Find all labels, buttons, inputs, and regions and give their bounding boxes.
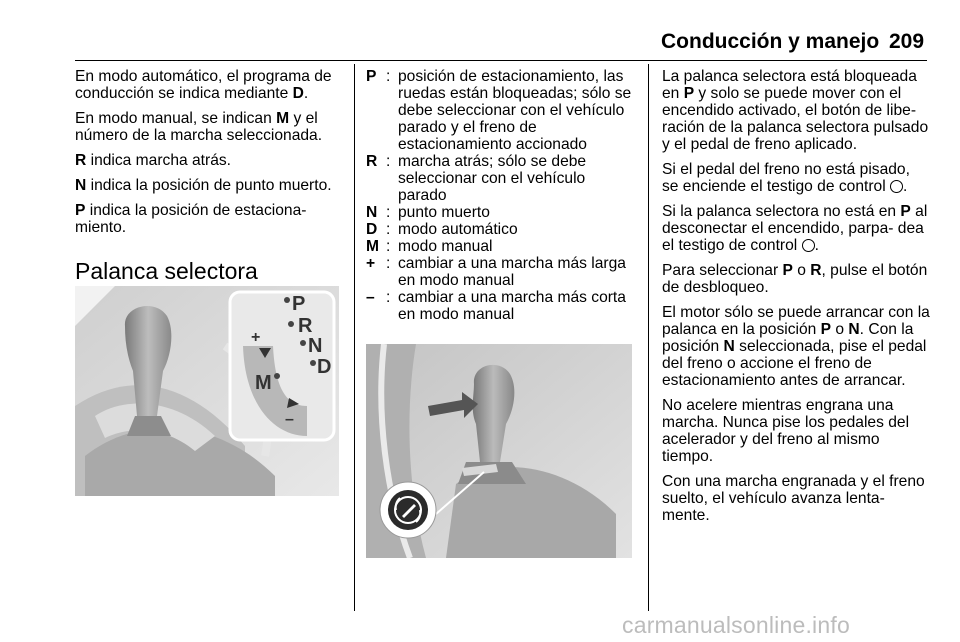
- text-run: .: [814, 237, 819, 254]
- paragraph: [75, 68, 347, 102]
- bold-term: D: [292, 85, 304, 102]
- selector-lever-illustration: [75, 286, 339, 496]
- text-run: Con una marcha engranada y el freno suelto, el vehículo avanza lenta‐ mente.: [662, 473, 925, 524]
- text-run: En modo automático, el programa de conducción se indica mediante: [75, 68, 332, 102]
- page-number: 209: [889, 30, 925, 53]
- figure-label-minus: –: [285, 411, 294, 428]
- paragraph: [75, 177, 347, 194]
- definition-row: [366, 221, 636, 238]
- text-run: y solo se puede mover con el encendido activado, el botón de libe‐ ración de la palanca selectora pulsado y el pedal de freno aplicado.: [662, 85, 929, 153]
- header-rule: [75, 60, 927, 61]
- paragraph: [662, 203, 930, 254]
- paragraph: [75, 110, 347, 144]
- definition-key: –: [366, 289, 375, 306]
- definition-text: posición de estacionamiento, las ruedas están bloqueadas; sólo se debe seleccionar con el vehículo parado y el freno de estacionamiento accionado: [398, 68, 632, 153]
- text-run: En modo manual, se indican: [75, 110, 277, 127]
- text-run: seleccionada, pise el pedal del freno o accione el freno de estacionamiento antes de arrancar.: [662, 338, 927, 389]
- column-divider-1: [354, 64, 355, 611]
- figure-label-n: N: [308, 335, 323, 357]
- definition-colon: :: [386, 221, 391, 238]
- selector-position-definitions: [366, 68, 636, 323]
- text-run: . Con la posición: [662, 321, 914, 355]
- definition-colon: :: [386, 255, 391, 272]
- text-run: .: [903, 178, 908, 195]
- bold-term: R: [810, 262, 822, 279]
- figure-label-r: R: [298, 315, 313, 337]
- text-run: Si la palanca selectora no está en: [662, 203, 901, 220]
- bold-term: P: [820, 321, 832, 338]
- selector-lever-drawing: [75, 286, 339, 496]
- paragraph: [75, 202, 347, 236]
- bold-term: N: [75, 177, 87, 194]
- text-run: No acelere mientras engrana una marcha. Nunca pise los pedales del acelerador y del freno al mismo tiempo.: [662, 397, 910, 465]
- definition-colon: :: [386, 289, 391, 306]
- text-run: o: [831, 321, 849, 338]
- paragraph: [662, 304, 930, 389]
- brake-warning-drawing: [366, 344, 632, 558]
- definition-text: marcha atrás; sólo se debe seleccionar con el vehículo parado: [398, 153, 587, 204]
- text-run: al desconectar el encendido, parpa‐ dea el testigo de control: [662, 203, 928, 254]
- text-run: Si el pedal del freno no está pisado, se enciende el testigo de control: [662, 161, 910, 195]
- definition-row: [366, 204, 636, 221]
- definition-key: M: [366, 238, 379, 255]
- figure-label-m: M: [255, 372, 272, 394]
- definition-colon: :: [386, 68, 391, 85]
- definition-text: cambiar a una marcha más corta en modo manual: [398, 289, 626, 323]
- text-run: El motor sólo se puede arrancar con la palanca en la posición: [662, 304, 930, 338]
- brake-pedal-warning-icon: [802, 239, 815, 252]
- section-heading: Palanca selectora: [75, 258, 258, 284]
- column-3-text: [662, 68, 930, 532]
- definition-row: [366, 68, 636, 153]
- bold-term: P: [782, 262, 793, 279]
- definition-key: N: [366, 204, 378, 221]
- text-run: indica la posición de punto muerto.: [86, 177, 332, 194]
- text-run: Para seleccionar: [662, 262, 783, 279]
- definition-key: D: [366, 221, 378, 238]
- bold-term: N: [848, 321, 860, 338]
- definition-colon: :: [386, 238, 391, 255]
- definition-key: R: [366, 153, 378, 170]
- definition-colon: :: [386, 153, 391, 170]
- definition-text: modo manual: [398, 238, 493, 255]
- definition-row: [366, 255, 636, 289]
- bold-term: R: [75, 152, 87, 169]
- bold-term: P: [683, 85, 695, 102]
- paragraph: [75, 152, 347, 169]
- definition-row: [366, 153, 636, 204]
- text-run: , pulse el botón de desbloqueo.: [662, 262, 928, 296]
- brake-pedal-warning-icon: [890, 180, 903, 193]
- text-run: indica la posición de estaciona‐ miento.: [75, 202, 307, 236]
- definition-row: [366, 238, 636, 255]
- text-run: y el número de la marcha seleccionada.: [75, 110, 323, 144]
- bold-term: M: [276, 110, 290, 127]
- bold-term: N: [723, 338, 735, 355]
- figure-label-plus: +: [251, 329, 261, 346]
- paragraph: [662, 161, 930, 195]
- column-divider-2: [648, 64, 649, 611]
- definition-text: modo automático: [398, 221, 518, 238]
- paragraph: [662, 473, 930, 524]
- column-1-text: [75, 68, 347, 244]
- text-run: La palanca selectora está bloqueada en: [662, 68, 917, 102]
- definition-row: [366, 289, 636, 323]
- bold-term: P: [75, 202, 86, 219]
- definition-key: P: [366, 68, 377, 85]
- paragraph: [662, 397, 930, 465]
- definition-colon: :: [386, 204, 391, 221]
- figure-label-d: D: [317, 356, 332, 378]
- watermark: carmanualsonline.info: [622, 612, 850, 638]
- definition-text: cambiar a una marcha más larga en modo manual: [398, 255, 626, 289]
- text-run: indica marcha atrás.: [86, 152, 232, 169]
- definition-key: +: [366, 255, 376, 272]
- paragraph: [662, 262, 930, 296]
- definition-text: punto muerto: [398, 204, 490, 221]
- bold-term: P: [900, 203, 911, 220]
- paragraph: [662, 68, 930, 153]
- text-run: .: [303, 85, 309, 102]
- page-header-title: Conducción y manejo: [661, 30, 880, 53]
- text-run: o: [792, 262, 811, 279]
- brake-warning-illustration: [366, 344, 632, 558]
- figure-label-p: P: [292, 293, 306, 315]
